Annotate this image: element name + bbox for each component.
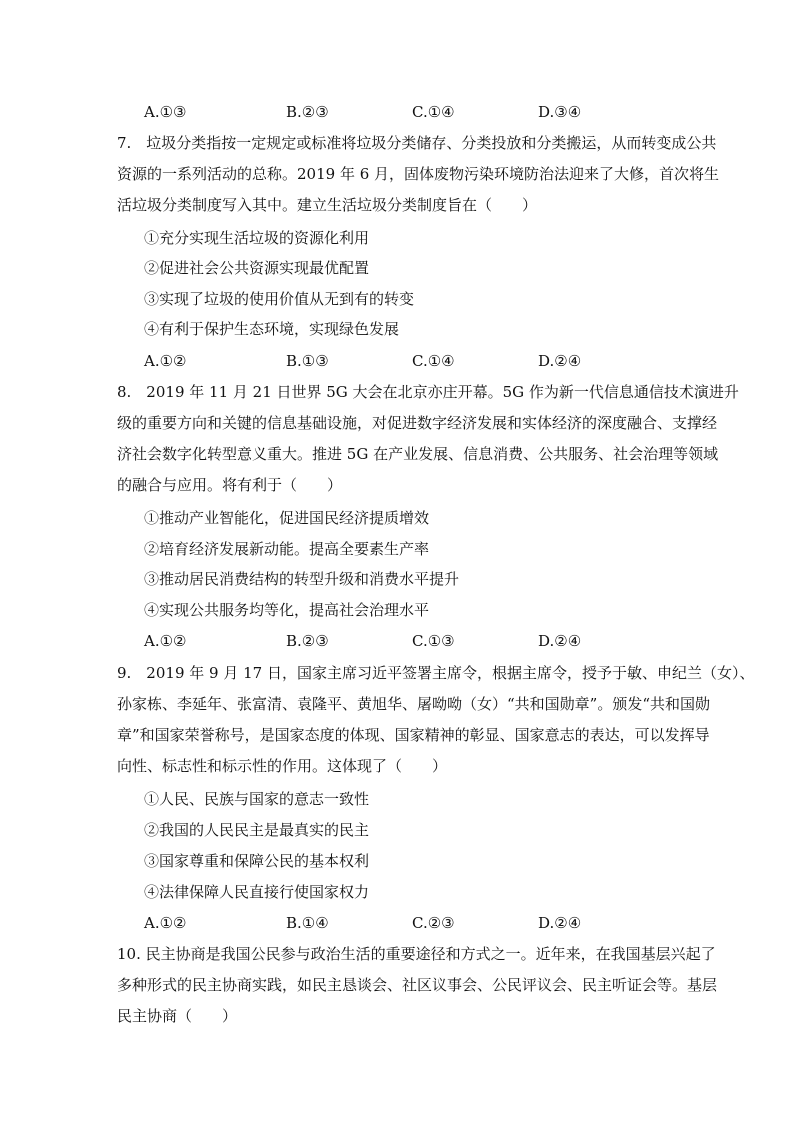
q10-stem-line: 民主协商（ ）	[117, 1007, 238, 1025]
q7-option-3: ③实现了垃圾的使用价值从无到有的转变	[144, 290, 415, 308]
q10-stem-line: 多种形式的民主协商实践，如民主恳谈会、社区议事会、公民评议会、民主听证会等。基层	[117, 976, 718, 994]
q9-choice-c[interactable]: C.②③	[412, 914, 455, 932]
q7-choice-b[interactable]: B.①③	[286, 352, 329, 370]
q8-choice-c[interactable]: C.①③	[412, 632, 455, 650]
q9-option-4: ④法律保障人民直接行使国家权力	[144, 883, 370, 901]
q6-choice-c[interactable]: C.①④	[412, 103, 455, 121]
q9-stem-line: 章”和国家荣誉称号，是国家态度的体现、国家精神的彰显、国家意志的表达，可以发挥导	[117, 726, 710, 744]
q8-choice-d[interactable]: D.②④	[538, 632, 582, 650]
q8-option-4: ④实现公共服务均等化，提高社会治理水平	[144, 601, 430, 619]
q8-choices	[144, 631, 604, 651]
q8-option-2: ②培育经济发展新动能。提高全要素生产率	[144, 540, 430, 558]
q7-option-1: ①充分实现生活垃圾的资源化利用	[144, 229, 370, 247]
q8-choice-b[interactable]: B.②③	[286, 632, 329, 650]
q7-option-4: ④有利于保护生态环境，实现绿色发展	[144, 320, 400, 338]
q8-choice-a[interactable]: A.①②	[144, 632, 187, 650]
q8-option-1: ①推动产业智能化，促进国民经济提质增效	[144, 509, 430, 527]
q7-choice-a[interactable]: A.①②	[144, 352, 187, 370]
q9-option-3: ③国家尊重和保障公民的基本权利	[144, 852, 370, 870]
q8-option-3: ③推动居民消费结构的转型升级和消费水平提升	[144, 570, 460, 588]
q8-stem-line: 级的重要方向和关键的信息基础设施，对促进数字经济发展和实体经济的深度融合、支撑经	[117, 414, 718, 432]
q7-choice-c[interactable]: C.①④	[412, 352, 455, 370]
q9-choice-a[interactable]: A.①②	[144, 914, 187, 932]
q9-stem-line: 孙家栋、李延年、张富清、袁隆平、黄旭华、屠呦呦（女）“共和国勋章”。颁发“共和国勋	[117, 695, 711, 713]
q6-choice-a[interactable]: A.①③	[144, 103, 187, 121]
q9-choice-b[interactable]: B.①④	[286, 914, 329, 932]
q9-stem-line: 9. 2019 年 9 月 17 日，国家主席习近平签署主席令，根据主席令，授予于敏、申纪兰（女）、	[117, 664, 755, 682]
q9-option-1: ①人民、民族与国家的意志一致性	[144, 790, 370, 808]
q7-option-2: ②促进社会公共资源实现最优配置	[144, 259, 370, 277]
q6-choice-d[interactable]: D.③④	[538, 103, 582, 121]
q9-choices	[144, 913, 604, 933]
q6-choices	[144, 102, 604, 122]
q7-stem-line: 资源的一系列活动的总称。2019 年 6 月，固体废物污染环境防治法迎来了大修，首次将生	[117, 165, 720, 183]
q10-stem-line: 10. 民主协商是我国公民参与政治生活的重要途径和方式之一。近年来，在我国基层兴起了	[117, 945, 716, 963]
q7-stem-line: 7. 垃圾分类指按一定规定或标准将垃圾分类储存、分类投放和分类搬运，从而转变成公共	[117, 134, 717, 152]
q6-choice-b[interactable]: B.②③	[286, 103, 329, 121]
q9-option-2: ②我国的人民民主是最真实的民主	[144, 821, 370, 839]
q9-choice-d[interactable]: D.②④	[538, 914, 582, 932]
q8-stem-line: 济社会数字化转型意义重大。推进 5G 在产业发展、信息消费、公共服务、社会治理等领域	[117, 445, 719, 463]
q8-stem-line: 的融合与应用。将有利于（ ）	[117, 476, 343, 494]
q7-choice-d[interactable]: D.②④	[538, 352, 582, 370]
q8-stem-line: 8. 2019 年 11 月 21 日世界 5G 大会在北京亦庄开幕。5G 作为新一代信息通信技术演进升	[117, 383, 739, 401]
q9-stem-line: 向性、标志性和标示性的作用。这体现了（ ）	[117, 757, 448, 775]
q7-stem-line: 活垃圾分类制度写入其中。建立生活垃圾分类制度旨在（ ）	[117, 196, 538, 214]
q7-choices	[144, 351, 604, 371]
